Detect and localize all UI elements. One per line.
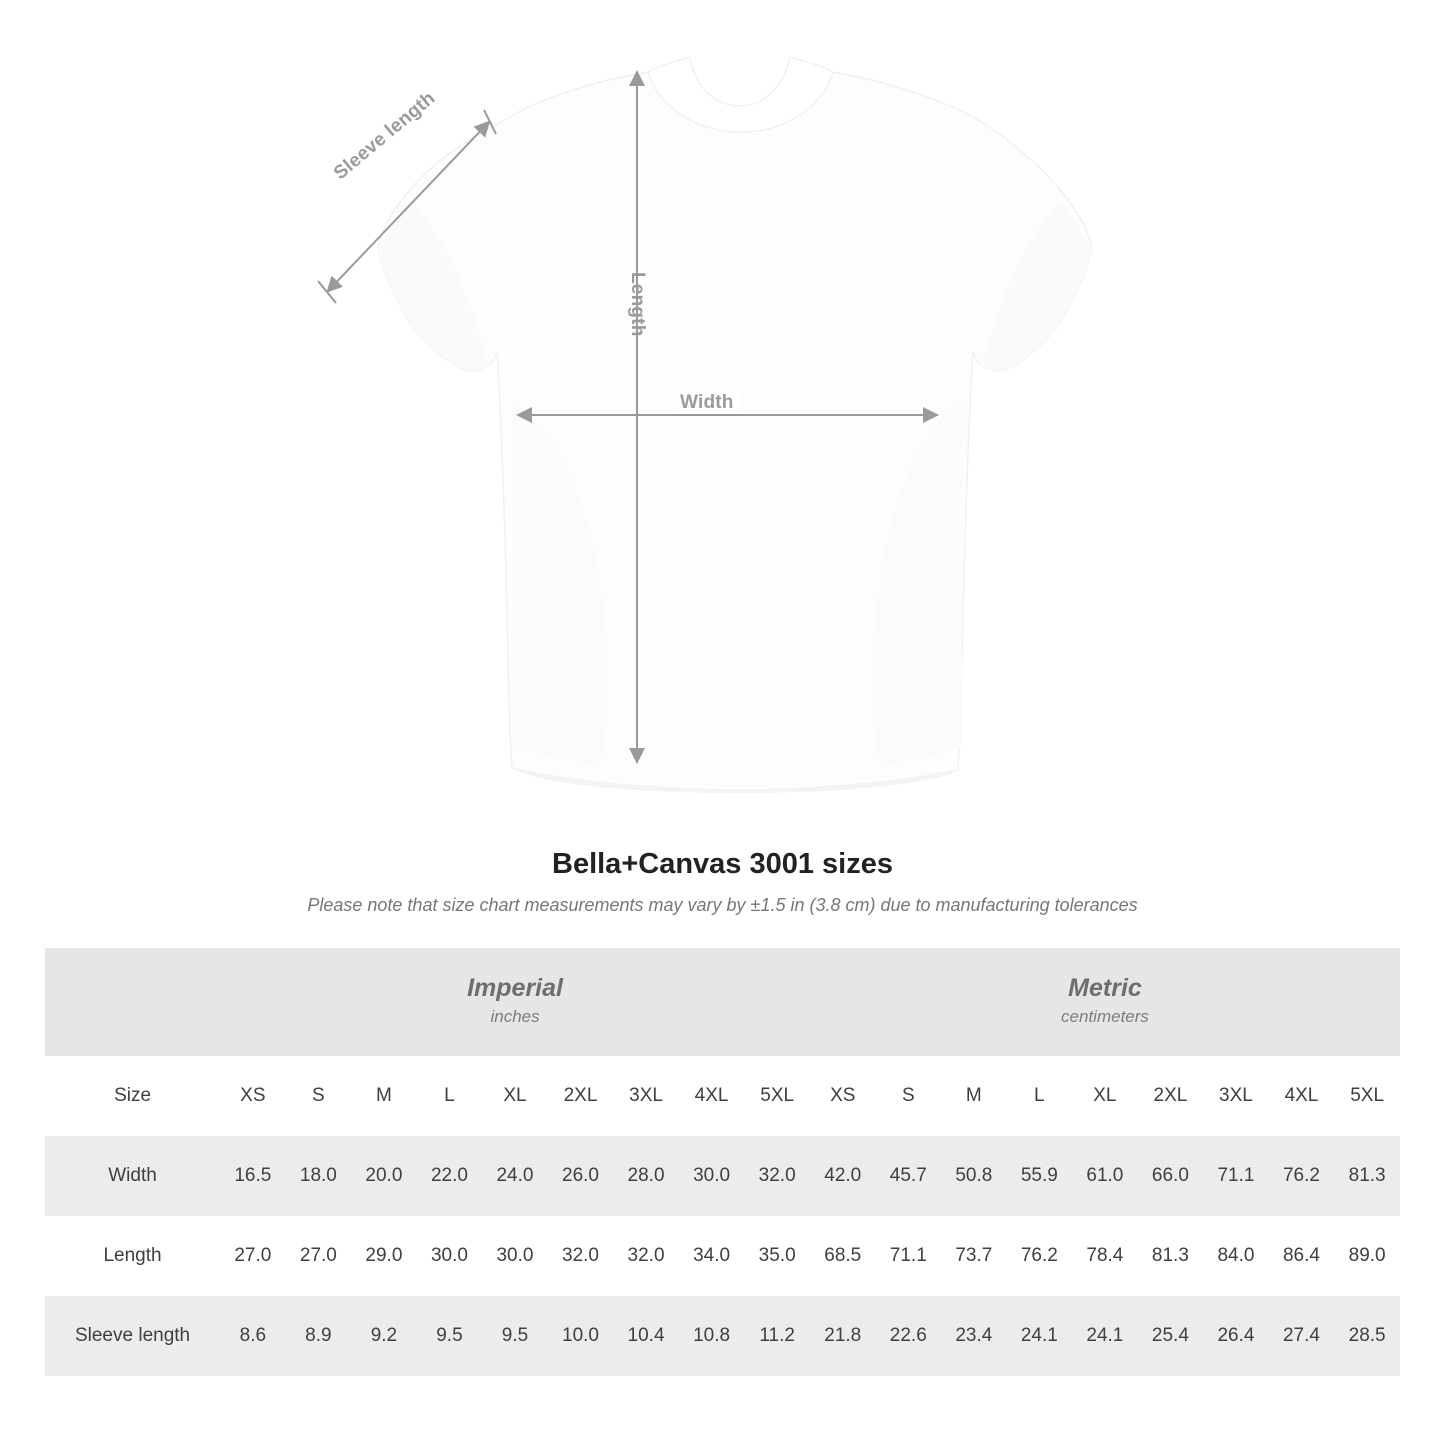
row-label-width: Width (45, 1136, 220, 1216)
sleeve-11: 23.4 (941, 1296, 1007, 1376)
size-col-2: M (351, 1056, 417, 1136)
size-header-row (45, 1056, 1400, 1136)
row-label-length: Length (45, 1216, 220, 1296)
page-title: Bella+Canvas 3001 sizes (552, 848, 893, 880)
width-10: 45.7 (876, 1136, 942, 1216)
size-col-4: XL (482, 1056, 548, 1136)
sleeve-length-label: Sleeve length (330, 87, 440, 185)
width-6: 28.0 (613, 1136, 679, 1216)
row-label-sleeve-length: Sleeve length (45, 1296, 220, 1376)
unit-imperial-name: Imperial (467, 974, 563, 1003)
sleeve-16: 27.4 (1269, 1296, 1335, 1376)
width-label: Width (674, 392, 740, 414)
size-col-12: L (1007, 1056, 1073, 1136)
width-9: 42.0 (810, 1136, 876, 1216)
width-4: 24.0 (482, 1136, 548, 1216)
size-col-13: XL (1072, 1056, 1138, 1136)
size-col-11: M (941, 1056, 1007, 1136)
length-4: 30.0 (482, 1216, 548, 1296)
length-6: 32.0 (613, 1216, 679, 1296)
unit-metric-name: Metric (1068, 974, 1142, 1003)
length-9: 68.5 (810, 1216, 876, 1296)
unit-imperial (220, 948, 810, 1056)
title-block (0, 848, 1445, 916)
unit-metric-unit: centimeters (1061, 1006, 1149, 1026)
sleeve-4: 9.5 (482, 1296, 548, 1376)
length-8: 35.0 (744, 1216, 810, 1296)
width-12: 55.9 (1007, 1136, 1073, 1216)
sleeve-12: 24.1 (1007, 1296, 1073, 1376)
length-3: 30.0 (417, 1216, 483, 1296)
width-14: 66.0 (1138, 1136, 1204, 1216)
length-11: 73.7 (941, 1216, 1007, 1296)
size-col-1: S (286, 1056, 352, 1136)
sleeve-17: 28.5 (1334, 1296, 1400, 1376)
length-13: 78.4 (1072, 1216, 1138, 1296)
width-15: 71.1 (1203, 1136, 1269, 1216)
length-15: 84.0 (1203, 1216, 1269, 1296)
size-col-8: 5XL (744, 1056, 810, 1136)
length-1: 27.0 (286, 1216, 352, 1296)
length-16: 86.4 (1269, 1216, 1335, 1296)
table-row (45, 1296, 1400, 1376)
width-1: 18.0 (286, 1136, 352, 1216)
sleeve-15: 26.4 (1203, 1296, 1269, 1376)
size-col-14: 2XL (1138, 1056, 1204, 1136)
length-2: 29.0 (351, 1216, 417, 1296)
table-row (45, 1136, 1400, 1216)
sleeve-14: 25.4 (1138, 1296, 1204, 1376)
width-0: 16.5 (220, 1136, 286, 1216)
size-col-16: 4XL (1269, 1056, 1335, 1136)
length-12: 76.2 (1007, 1216, 1073, 1296)
sleeve-7: 10.8 (679, 1296, 745, 1376)
width-11: 50.8 (941, 1136, 1007, 1216)
sleeve-10: 22.6 (876, 1296, 942, 1376)
length-10: 71.1 (876, 1216, 942, 1296)
sleeve-9: 21.8 (810, 1296, 876, 1376)
width-3: 22.0 (417, 1136, 483, 1216)
unit-system-row (45, 948, 1400, 1056)
size-col-15: 3XL (1203, 1056, 1269, 1136)
width-5: 26.0 (548, 1136, 614, 1216)
size-table-wrap (45, 948, 1400, 1376)
unit-imperial-unit: inches (490, 1006, 540, 1026)
size-col-9: XS (810, 1056, 876, 1136)
length-14: 81.3 (1138, 1216, 1204, 1296)
tolerance-note: Please note that size chart measurements may vary by ±1.5 in (3.8 cm) due to manufacturing tolerances (307, 895, 1138, 915)
length-5: 32.0 (548, 1216, 614, 1296)
length-0: 27.0 (220, 1216, 286, 1296)
width-13: 61.0 (1072, 1136, 1138, 1216)
size-header-label: Size (45, 1056, 220, 1136)
unit-metric (810, 948, 1400, 1056)
size-col-17: 5XL (1334, 1056, 1400, 1136)
width-16: 76.2 (1269, 1136, 1335, 1216)
width-7: 30.0 (679, 1136, 745, 1216)
size-col-3: L (417, 1056, 483, 1136)
length-7: 34.0 (679, 1216, 745, 1296)
size-col-7: 4XL (679, 1056, 745, 1136)
sleeve-8: 11.2 (744, 1296, 810, 1376)
sleeve-2: 9.2 (351, 1296, 417, 1376)
width-17: 81.3 (1334, 1136, 1400, 1216)
size-table (45, 948, 1400, 1376)
size-col-0: XS (220, 1056, 286, 1136)
width-2: 20.0 (351, 1136, 417, 1216)
length-label: Length (627, 272, 648, 337)
sleeve-1: 8.9 (286, 1296, 352, 1376)
sleeve-6: 10.4 (613, 1296, 679, 1376)
sleeve-0: 8.6 (220, 1296, 286, 1376)
size-col-5: 2XL (548, 1056, 614, 1136)
length-17: 89.0 (1334, 1216, 1400, 1296)
width-8: 32.0 (744, 1136, 810, 1216)
sleeve-3: 9.5 (417, 1296, 483, 1376)
table-row (45, 1216, 1400, 1296)
sleeve-13: 24.1 (1072, 1296, 1138, 1376)
unit-spacer (45, 948, 220, 1056)
size-col-6: 3XL (613, 1056, 679, 1136)
sleeve-5: 10.0 (548, 1296, 614, 1376)
size-col-10: S (876, 1056, 942, 1136)
